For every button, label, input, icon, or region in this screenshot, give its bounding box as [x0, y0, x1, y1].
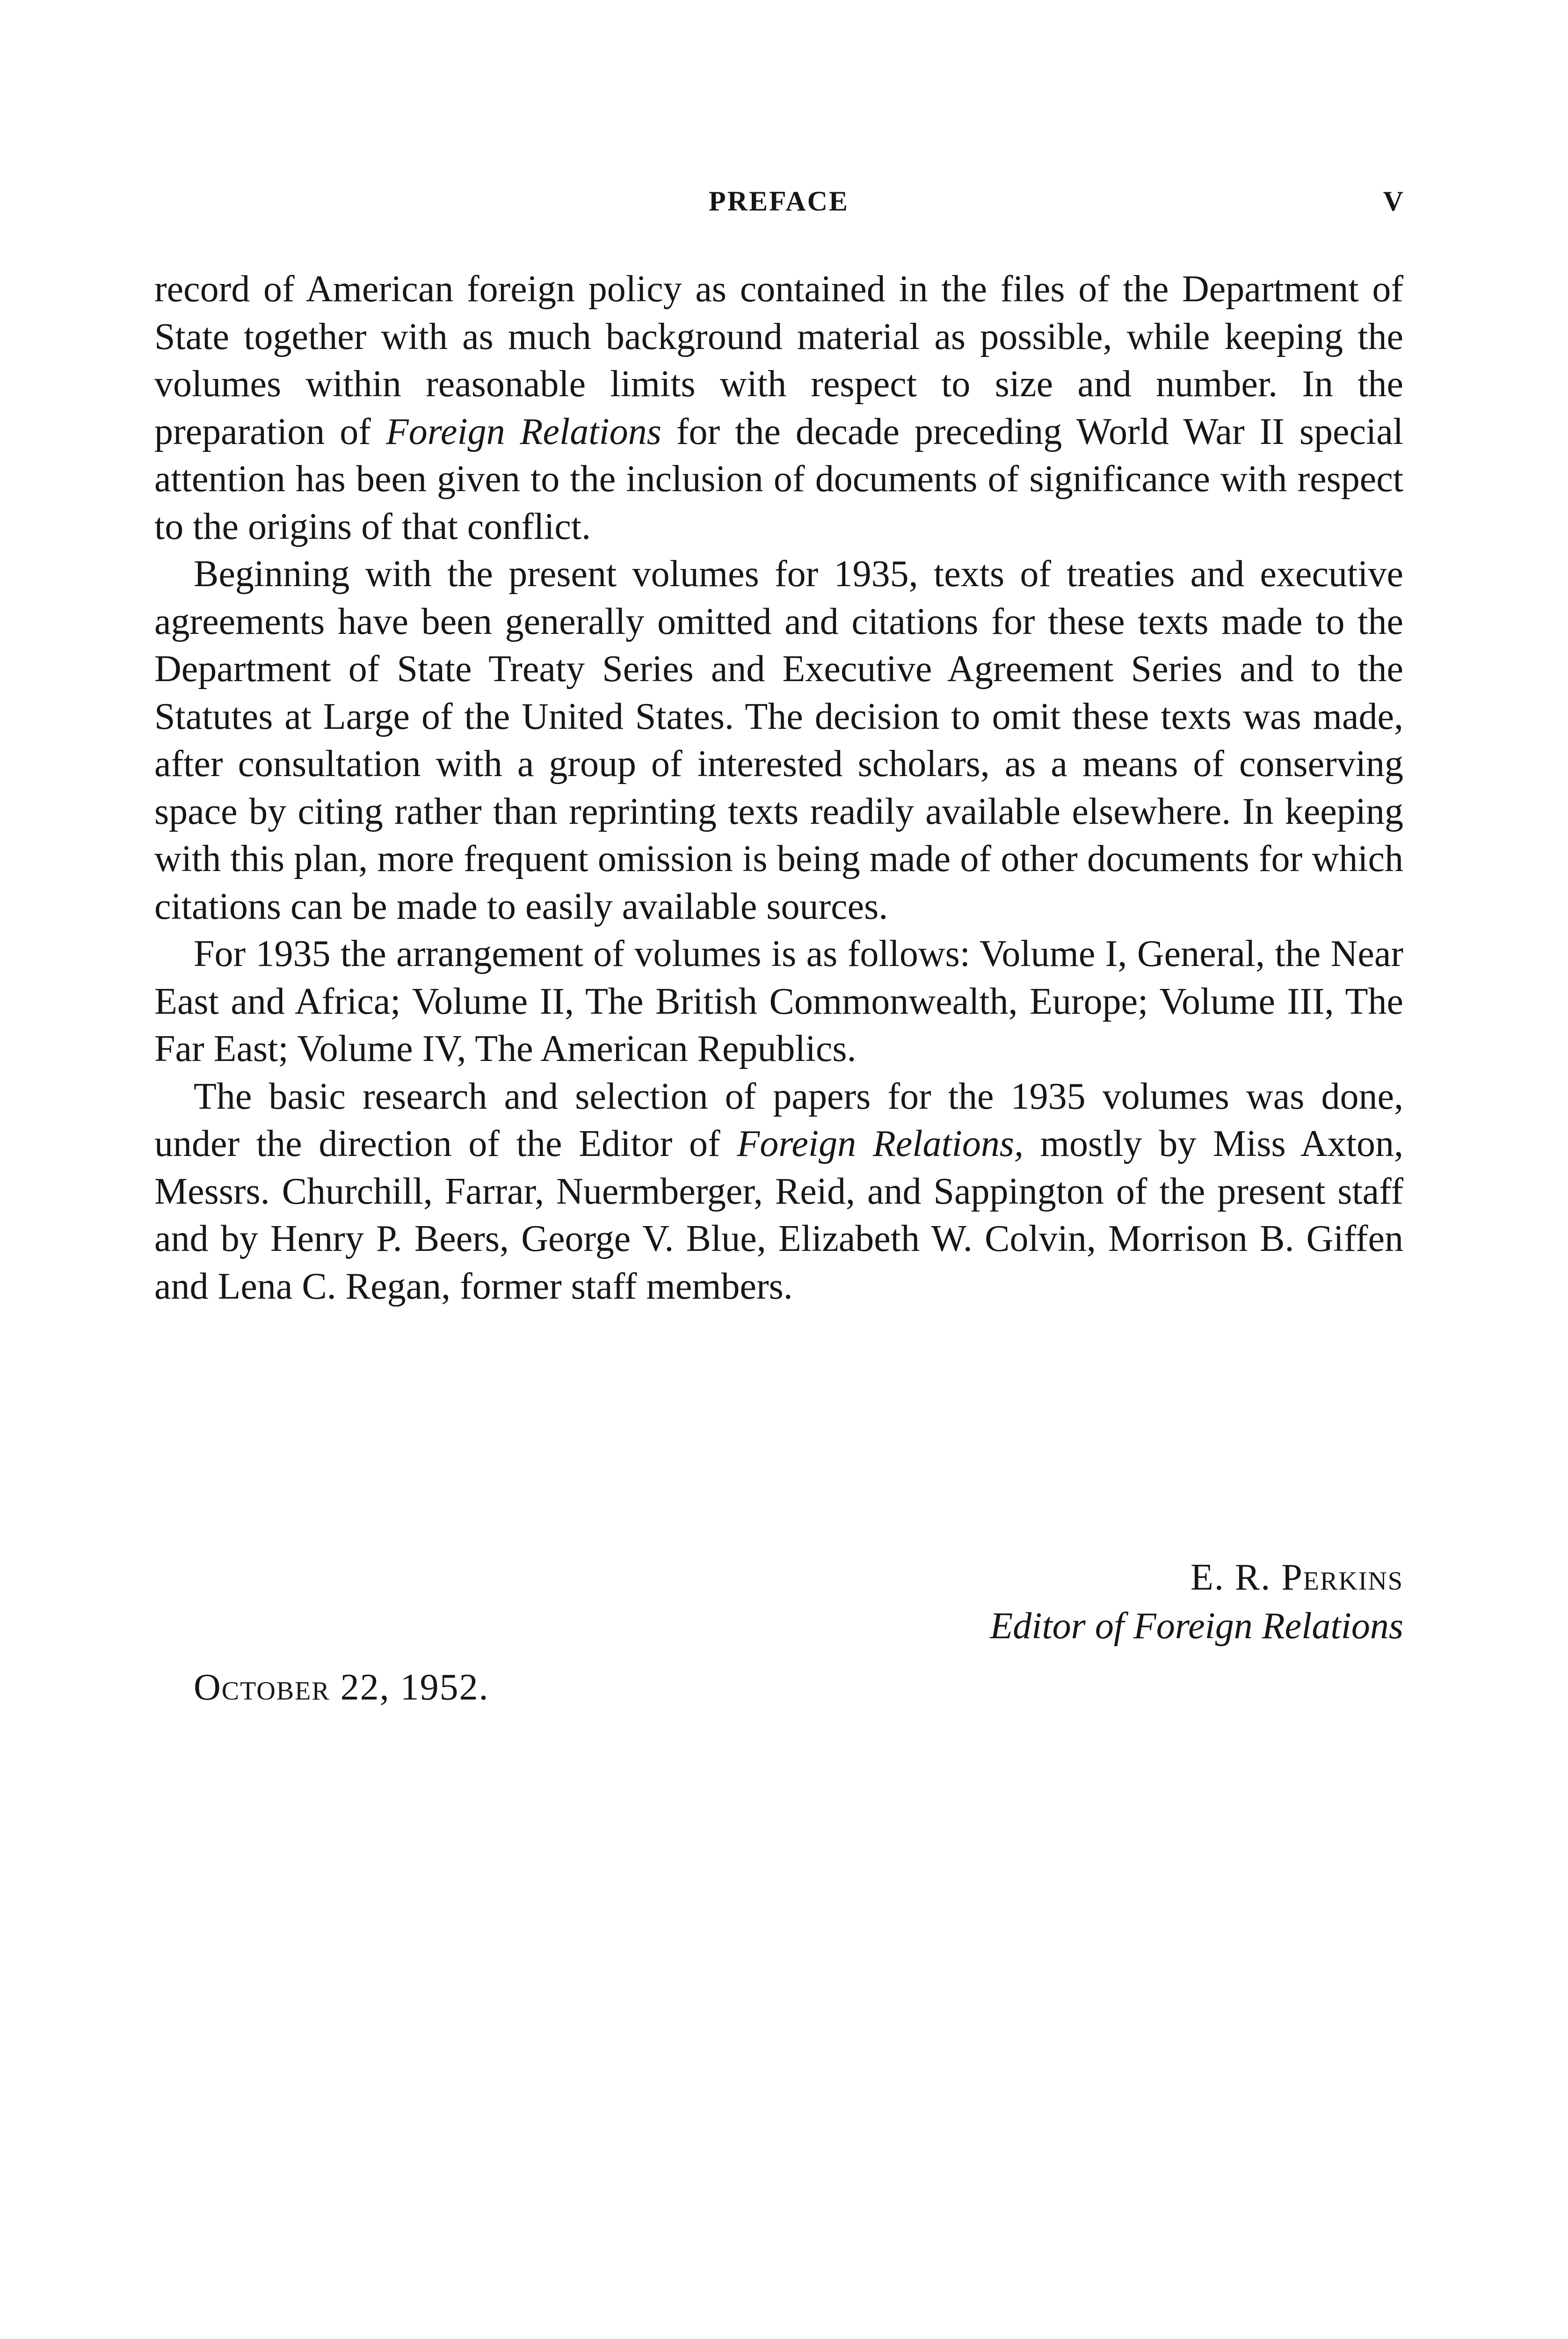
- paragraph-4-italic-title: Foreign Relations,: [737, 1123, 1024, 1164]
- preface-body: [154, 266, 1403, 1310]
- paragraph-1: [154, 266, 1403, 551]
- paragraph-1-italic-title: Foreign Relations: [385, 411, 661, 452]
- paragraph-1-text-b: for the decade preceding World War II special attention has been given to the inclusion of documents of significance with respect to the origins of that conflict.: [154, 411, 1404, 547]
- preface-date: October 22, 1952.: [194, 1667, 489, 1708]
- paragraph-2: Beginning with the present volumes for 1935, texts of treaties and executive agreements have been generally omitted and citations for these texts made to the Department of State Treaty Series and Executive Agreement Series and to the Statutes at Large of the United States. The decision to omit these texts was made, after consultation with a group of interested scholars, as a means of conserving space by citing rather than reprinting texts readily available elsewhere. In keeping with this plan, more frequent omission is being made of other documents for which citations can be made to easily available sources.: [154, 553, 1403, 927]
- page-title: PREFACE: [709, 186, 849, 217]
- running-head: [154, 185, 1403, 223]
- signer-name: E. R. Perkins: [1191, 1557, 1403, 1598]
- paragraph-4-text-a: The basic research and selection of papers for the 1935 volumes was done, under the direction of the Editor of: [154, 1075, 1403, 1164]
- signer-title: Editor of Foreign Relations: [990, 1605, 1403, 1647]
- page-number: V: [1383, 186, 1403, 217]
- paragraph-1-text-a: record of American foreign policy as contained in the files of the Department of State together with as much background material as possible, while keeping the volumes within reasonable limits with respect to size and number. In the preparation of: [154, 269, 1403, 452]
- paragraph-4: [154, 1073, 1403, 1311]
- paragraph-3: For 1935 the arrangement of volumes is as follows: Volume I, General, the Near East and Africa; Volume II, The British Commonwealth, Europe; Volume III, The Far East; Volume IV, The American Republics.: [154, 933, 1403, 1069]
- signature-block: [990, 1553, 1403, 1650]
- paragraph-4-text-b: mostly by Miss Axton, Messrs. Churchill, Farrar, Nuermberger, Reid, and Sappington of the present staff and by Henry P. Beers, George V. Blue, Elizabeth W. Colvin, Morrison B. Giffen and Lena C. Regan, former staff members.: [154, 1123, 1403, 1307]
